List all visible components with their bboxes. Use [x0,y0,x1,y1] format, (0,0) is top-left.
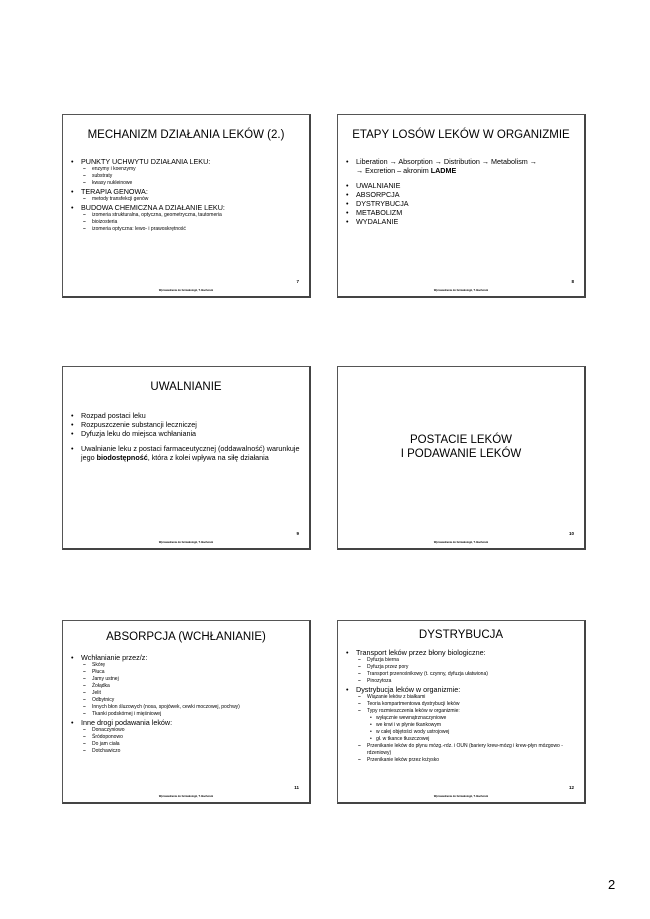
slide-footer: Wprowadzenie do farmakologii, T. Bachorek [158,541,214,544]
slide-11 [62,620,311,804]
bullet: • WYDALANIE [346,217,576,226]
sub-bullet: – Przenikanie leków do płynu mózg.-rdz. i OUN (bariery krew-mózg i krew-płyn mózgowo - rdzeniowy) [346,743,576,757]
slide-number: 12 [568,785,574,790]
sub-sub-bullet: • wyłącznie wewnątrznaczyniowe [346,715,576,722]
bullet-ladme [346,157,576,175]
sub-bullet: – Donaczyniowo [71,727,301,734]
slide-number: 10 [568,531,574,536]
sub-bullet: – Jamy ustnej [71,676,301,683]
sub-bullet: – substraty [71,173,301,180]
sub-bullet: – Żołądka [71,683,301,690]
sub-sub-bullet: • gł. w tkance tłuszczowej [346,736,576,743]
sub-bullet: – kwasy nukleinowe [71,180,301,187]
sub-bullet: – Wiązanie leków z białkami [346,694,576,701]
slide-9 [62,366,311,550]
slide-body [71,653,301,755]
paragraph-text: Uwalnianie leku z postaci farmaceutycznej (oddawalność) warunkuje jego [81,444,300,462]
ladme-acronym: LADME [430,166,457,175]
bullet: • PUNKTY UCHWYTU DZIAŁANIA LEKU: [71,157,301,166]
slide-7 [62,114,311,298]
bullet: • Dyfuzja leku do miejsca wchłaniania [71,429,301,438]
ladme-line-2: → Excretion – akronim [356,166,431,175]
sub-bullet: – Typy rozmieszczenia leków w organizmie: [346,708,576,715]
slide-footer: Wprowadzenie do farmakologii, T. Bachorek [433,541,489,544]
slide-body [71,411,301,462]
bullet: • DYSTRYBUCJA [346,199,576,208]
title-line-2: I PODAWANIE LEKÓW [400,448,522,460]
sub-bullet: – Do jam ciała [71,741,301,748]
slide-title: ETAPY LOSÓW LEKÓW W ORGANIZMIE [352,129,570,141]
slide-body [346,157,576,226]
sub-bullet: – metody transfekcji genów [71,196,301,203]
sub-bullet: – izomeria strukturalna, optyczna, geometryczna, tautomeria [71,212,301,219]
sub-bullet: – Przenikanie leków przez łożysko [346,757,576,764]
slide-12 [337,620,586,804]
slide-title: ABSORPCJA (WCHŁANIANIE) [106,631,266,643]
sub-bullet: – Dotchawiczo [71,748,301,755]
slide-body [346,648,576,764]
sub-bullet: – izomeria optyczna: lewo- i prawoskrętność [71,226,301,233]
sub-bullet: – Pinozytoza [346,678,576,685]
paragraph-bold: biodostępność [96,453,148,462]
slide-10 [337,366,586,550]
page-number: 2 [608,877,616,892]
bullet: • ABSORPCJA [346,190,576,199]
sub-bullet: – bioizosteria [71,219,301,226]
slide-title: UWALNIANIE [150,381,222,393]
bullet: • TERAPIA GENOWA: [71,187,301,196]
sub-bullet: – Jelit [71,690,301,697]
sub-bullet: – Tkanki podskórnej i mięśniowej [71,711,301,718]
title-line-1: POSTACIE LEKÓW [409,434,513,446]
sub-bullet: – enzymy i koenzymy [71,166,301,173]
sub-bullet: – Odbytnicy [71,697,301,704]
ladme-line-1: Liberation → Absorption → Distribution → Metabolism → [356,157,537,166]
slide-number: 8 [571,279,574,284]
bullet: • UWALNIANIE [346,181,576,190]
sub-bullet: – Skórę [71,662,301,669]
sub-sub-bullet: • we krwi i w płynie tkankowym [346,722,576,729]
slide-body [71,157,301,233]
bullet: • Inne drogi podawania leków: [71,718,301,727]
bullet: • Wchłanianie przez/z: [71,653,301,662]
sub-bullet: – Dyfuzja przez pory [346,664,576,671]
bullet: • BUDOWA CHEMICZNA A DZIAŁANIE LEKU: [71,203,301,212]
sub-sub-bullet: • w całej objętości wody ustrojowej [346,729,576,736]
slide-title: MECHANIZM DZIAŁANIA LEKÓW (2.) [87,129,285,141]
paragraph-text: , która z kolei wpływa na siłę działania [147,453,269,462]
sub-bullet: – Teoria kompartmentowa dystrybucji leków [346,701,576,708]
bullet: • Rozpuszczenie substancji leczniczej [71,420,301,429]
sub-bullet: – Śródoponowo [71,734,301,741]
bullet: • METABOLIZM [346,208,576,217]
slide-footer: Wprowadzenie do farmakologii, T. Bachorek [433,289,489,292]
sub-bullet: – Płuca [71,669,301,676]
slide-footer: Wprowadzenie do farmakologii, T. Bachorek [158,795,214,798]
slide-number: 11 [294,785,299,790]
sub-bullet: – Dyfuzja bierna [346,657,576,664]
bullet: • Transport leków przez błony biologiczne: [346,648,576,657]
slide-title [338,433,584,461]
slide-number: 7 [296,279,299,284]
slide-number: 9 [296,531,299,536]
bullet: • Dystrybucja leków w organizmie: [346,685,576,694]
slide-footer: Wprowadzenie do farmakologii, T. Bachorek [433,795,489,798]
bullet-paragraph [71,444,301,462]
slide-8 [337,114,586,298]
sub-bullet: – Innych błon śluzowych (nosa, spojówek, cewki moczowej, pochwy) [71,704,301,711]
slide-footer: Wprowadzenie do farmakologii, T. Bachorek [158,289,214,292]
bullet: • Rozpad postaci leku [71,411,301,420]
sub-bullet: – Transport przenośnikowy (t. czynny, dyfuzja ułatwiona) [346,671,576,678]
slide-title: DYSTRYBUCJA [418,629,504,641]
